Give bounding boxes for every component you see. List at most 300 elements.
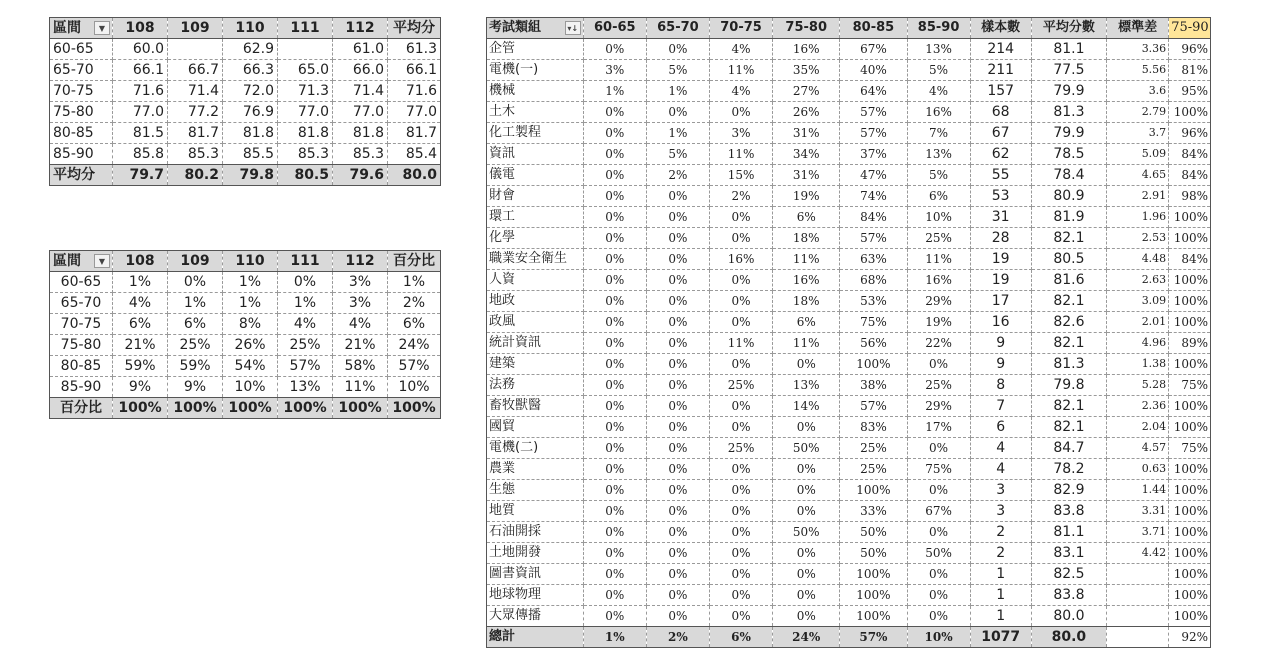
total-row xyxy=(487,627,1211,648)
cell-value: 3 xyxy=(970,501,1031,522)
cell-value: 1% xyxy=(223,272,278,293)
cell-value: 13% xyxy=(907,144,970,165)
cell-value: 11% xyxy=(709,144,772,165)
cell-value: 100% xyxy=(1169,354,1211,375)
cell-value: 0% xyxy=(646,543,709,564)
cell-value: 0% xyxy=(646,270,709,291)
cell-value: 95% xyxy=(1169,81,1211,102)
exam-group-name: 人資 xyxy=(487,270,584,291)
total-value: 79.7 xyxy=(113,165,168,186)
cell-value: 4.57 xyxy=(1107,438,1169,459)
table-row xyxy=(50,293,441,314)
cell-value: 100% xyxy=(840,564,907,585)
cell-value: 0% xyxy=(646,459,709,480)
cell-value: 0% xyxy=(907,522,970,543)
column-header-label: 109 xyxy=(180,20,210,36)
cell-value: 8% xyxy=(223,314,278,335)
cell-value: 0% xyxy=(646,585,709,606)
table-row xyxy=(487,228,1211,249)
cell-value: 3.36 xyxy=(1107,39,1169,60)
cell-value: 0% xyxy=(773,564,840,585)
cell-value: 7 xyxy=(970,396,1031,417)
cell-value: 2% xyxy=(709,186,772,207)
row-label: 75-80 xyxy=(50,335,113,356)
filter-header-cell[interactable] xyxy=(487,18,584,39)
table-row xyxy=(50,314,441,335)
cell-value: 10% xyxy=(907,207,970,228)
cell-value: 81.3 xyxy=(1031,354,1106,375)
cell-value: 82.1 xyxy=(1031,417,1106,438)
cell-value: 67% xyxy=(907,501,970,522)
sort-desc-filter-icon[interactable]: ▾↓ xyxy=(565,21,581,35)
row-label: 80-85 xyxy=(50,356,113,377)
cell-value: 211 xyxy=(970,60,1031,81)
cell-value: 1% xyxy=(278,293,333,314)
table-row xyxy=(487,564,1211,585)
cell-value: 81.6 xyxy=(1031,270,1106,291)
cell-value: 0% xyxy=(646,606,709,627)
cell-value: 92% xyxy=(1169,627,1211,648)
cell-value: 6% xyxy=(709,627,772,648)
cell-value: 6% xyxy=(773,207,840,228)
table-row xyxy=(50,356,441,377)
cell-value: 96% xyxy=(1169,39,1211,60)
column-header-label: 110 xyxy=(235,20,265,36)
cell-value: 100% xyxy=(1169,417,1211,438)
cell-value: 75% xyxy=(840,312,907,333)
cell-value: 83.1 xyxy=(1031,543,1106,564)
cell-value: 60.0 xyxy=(113,39,168,60)
cell-value: 1% xyxy=(646,123,709,144)
table-row xyxy=(50,335,441,356)
cell-value: 0% xyxy=(646,312,709,333)
cell-value: 55 xyxy=(970,165,1031,186)
cell-value: 0% xyxy=(709,459,772,480)
table-row xyxy=(50,377,441,398)
cell-value: 0% xyxy=(583,417,646,438)
column-header-label: 85-90 xyxy=(917,20,960,35)
exam-group-table xyxy=(486,17,1211,648)
cell-value: 3% xyxy=(333,272,388,293)
cell-value: 24% xyxy=(388,335,441,356)
exam-group-name: 儀電 xyxy=(487,165,584,186)
cell-value: 0% xyxy=(583,543,646,564)
row-label: 85-90 xyxy=(50,144,113,165)
table-row xyxy=(50,81,441,102)
cell-value: 1% xyxy=(646,81,709,102)
column-header-label: 平均分數 xyxy=(1042,20,1095,35)
column-header-label: 109 xyxy=(180,253,210,269)
column-header xyxy=(113,251,168,272)
cell-value: 10% xyxy=(388,377,441,398)
cell-value: 1 xyxy=(970,585,1031,606)
cell-value: 57% xyxy=(840,228,907,249)
cell-value: 66.0 xyxy=(333,60,388,81)
cell-value: 1077 xyxy=(970,627,1031,648)
table-row xyxy=(50,144,441,165)
cell-value: 21% xyxy=(113,335,168,356)
score-average-table xyxy=(49,17,441,186)
cell-value: 83.8 xyxy=(1031,501,1106,522)
cell-value: 0% xyxy=(709,501,772,522)
cell-value: 5% xyxy=(646,144,709,165)
total-value: 100% xyxy=(223,398,278,419)
cell-value: 2 xyxy=(970,543,1031,564)
header-row xyxy=(487,18,1211,39)
column-header xyxy=(709,18,772,39)
cell-value: 6% xyxy=(113,314,168,335)
total-value: 100% xyxy=(168,398,223,419)
cell-value: 25% xyxy=(709,375,772,396)
cell-value: 100% xyxy=(1169,312,1211,333)
total-value: 100% xyxy=(278,398,333,419)
cell-value: 4 xyxy=(970,438,1031,459)
cell-value: 50% xyxy=(840,522,907,543)
cell-value: 3% xyxy=(709,123,772,144)
column-header-label: 80-85 xyxy=(852,20,895,35)
cell-value: 0% xyxy=(583,564,646,585)
table-row xyxy=(487,81,1211,102)
cell-value: 71.6 xyxy=(388,81,441,102)
cell-value: 19 xyxy=(970,249,1031,270)
exam-group-name: 機械 xyxy=(487,81,584,102)
cell-value: 19 xyxy=(970,270,1031,291)
table-row xyxy=(50,60,441,81)
cell-value: 10% xyxy=(223,377,278,398)
cell-value: 0% xyxy=(646,501,709,522)
cell-value xyxy=(278,39,333,60)
cell-value: 0% xyxy=(646,564,709,585)
cell-value: 4.65 xyxy=(1107,165,1169,186)
column-header-label: 65-70 xyxy=(657,20,699,35)
column-header xyxy=(970,18,1031,39)
cell-value: 85.3 xyxy=(168,144,223,165)
cell-value: 75% xyxy=(1169,375,1211,396)
cell-value: 34% xyxy=(773,144,840,165)
exam-group-name: 生態 xyxy=(487,480,584,501)
table-row xyxy=(487,438,1211,459)
cell-value: 19% xyxy=(773,186,840,207)
cell-value: 74% xyxy=(840,186,907,207)
cell-value: 0% xyxy=(583,39,646,60)
total-value: 80.2 xyxy=(168,165,223,186)
cell-value: 0% xyxy=(583,333,646,354)
column-header xyxy=(773,18,840,39)
cell-value: 47% xyxy=(840,165,907,186)
cell-value: 57% xyxy=(840,123,907,144)
cell-value: 0% xyxy=(583,165,646,186)
cell-value: 77.0 xyxy=(333,102,388,123)
exam-group-name: 職業安全衛生 xyxy=(487,249,584,270)
table-row xyxy=(487,522,1211,543)
column-header-label: 112 xyxy=(345,20,375,36)
cell-value: 5.56 xyxy=(1107,60,1169,81)
column-header xyxy=(168,18,223,39)
total-value: 80.5 xyxy=(278,165,333,186)
cell-value: 83.8 xyxy=(1031,585,1106,606)
cell-value: 77.5 xyxy=(1031,60,1106,81)
cell-value: 2.36 xyxy=(1107,396,1169,417)
cell-value: 50% xyxy=(773,438,840,459)
total-value: 100% xyxy=(388,398,441,419)
cell-value: 68 xyxy=(970,102,1031,123)
cell-value: 67% xyxy=(840,39,907,60)
cell-value: 5.09 xyxy=(1107,144,1169,165)
cell-value: 84% xyxy=(840,207,907,228)
cell-value: 18% xyxy=(773,291,840,312)
cell-value: 81.8 xyxy=(223,123,278,144)
row-label: 70-75 xyxy=(50,314,113,335)
table-row xyxy=(487,459,1211,480)
cell-value: 4% xyxy=(278,314,333,335)
cell-value: 3.09 xyxy=(1107,291,1169,312)
cell-value: 0% xyxy=(709,396,772,417)
cell-value: 100% xyxy=(1169,207,1211,228)
cell-value: 26% xyxy=(223,335,278,356)
cell-value: 0% xyxy=(773,459,840,480)
row-label: 65-70 xyxy=(50,293,113,314)
cell-value: 96% xyxy=(1169,123,1211,144)
cell-value: 100% xyxy=(840,606,907,627)
cell-value: 81.7 xyxy=(168,123,223,144)
row-label: 65-70 xyxy=(50,60,113,81)
column-header-label: 百分比 xyxy=(393,253,435,269)
cell-value: 1.96 xyxy=(1107,207,1169,228)
cell-value: 0% xyxy=(773,417,840,438)
cell-value xyxy=(1107,627,1169,648)
exam-group-name: 地球物理 xyxy=(487,585,584,606)
cell-value: 59% xyxy=(168,356,223,377)
cell-value: 100% xyxy=(1169,606,1211,627)
column-header xyxy=(113,18,168,39)
table-row xyxy=(487,375,1211,396)
cell-value: 0% xyxy=(646,354,709,375)
cell-value: 0% xyxy=(773,354,840,375)
column-header-label: 標準差 xyxy=(1118,20,1158,35)
cell-value: 16% xyxy=(907,102,970,123)
cell-value: 10% xyxy=(907,627,970,648)
cell-value: 4% xyxy=(333,314,388,335)
column-header-label: 75-90 xyxy=(1171,20,1209,35)
total-value: 79.6 xyxy=(333,165,388,186)
cell-value: 29% xyxy=(907,291,970,312)
cell-value: 4% xyxy=(709,81,772,102)
cell-value: 100% xyxy=(840,354,907,375)
cell-value: 0% xyxy=(583,522,646,543)
cell-value: 21% xyxy=(333,335,388,356)
cell-value: 25% xyxy=(840,438,907,459)
cell-value: 0% xyxy=(583,291,646,312)
total-value: 79.8 xyxy=(223,165,278,186)
cell-value: 77.0 xyxy=(278,102,333,123)
cell-value: 81.5 xyxy=(113,123,168,144)
cell-value: 0% xyxy=(583,480,646,501)
cell-value: 3.7 xyxy=(1107,123,1169,144)
exam-group-name: 地質 xyxy=(487,501,584,522)
cell-value: 100% xyxy=(1169,522,1211,543)
cell-value: 75% xyxy=(907,459,970,480)
cell-value: 100% xyxy=(1169,228,1211,249)
cell-value: 0% xyxy=(709,585,772,606)
cell-value: 0% xyxy=(709,291,772,312)
cell-value: 57% xyxy=(388,356,441,377)
filter-header-cell[interactable] xyxy=(50,18,113,39)
exam-group-name: 統計資訊 xyxy=(487,333,584,354)
table-row xyxy=(487,501,1211,522)
cell-value: 4% xyxy=(709,39,772,60)
exam-group-name: 資訊 xyxy=(487,144,584,165)
cell-value: 3% xyxy=(333,293,388,314)
cell-value: 81.8 xyxy=(333,123,388,144)
cell-value: 25% xyxy=(709,438,772,459)
cell-value: 3.6 xyxy=(1107,81,1169,102)
cell-value: 6% xyxy=(773,312,840,333)
cell-value: 13% xyxy=(773,375,840,396)
cell-value: 82.9 xyxy=(1031,480,1106,501)
table-row xyxy=(487,123,1211,144)
exam-group-name: 環工 xyxy=(487,207,584,228)
cell-value: 0% xyxy=(709,606,772,627)
table-row xyxy=(487,102,1211,123)
total-value: 80.0 xyxy=(388,165,441,186)
cell-value: 0% xyxy=(583,606,646,627)
cell-value: 2.53 xyxy=(1107,228,1169,249)
cell-value: 98% xyxy=(1169,186,1211,207)
exam-group-name: 政風 xyxy=(487,312,584,333)
table-row xyxy=(487,270,1211,291)
cell-value: 0% xyxy=(709,564,772,585)
cell-value: 26% xyxy=(773,102,840,123)
cell-value: 0% xyxy=(583,102,646,123)
cell-value: 66.3 xyxy=(223,60,278,81)
cell-value: 78.2 xyxy=(1031,459,1106,480)
filter-header-cell[interactable] xyxy=(50,251,113,272)
cell-value: 62.9 xyxy=(223,39,278,60)
cell-value: 16% xyxy=(709,249,772,270)
exam-group-name: 畜牧獸醫 xyxy=(487,396,584,417)
cell-value: 4 xyxy=(970,459,1031,480)
column-header xyxy=(388,251,441,272)
cell-value: 81% xyxy=(1169,60,1211,81)
total-row xyxy=(50,165,441,186)
cell-value: 0% xyxy=(709,270,772,291)
cell-value: 9% xyxy=(168,377,223,398)
cell-value: 1 xyxy=(970,564,1031,585)
filter-dropdown-icon[interactable]: ▼ xyxy=(94,21,110,35)
column-header-label: 區間 xyxy=(53,253,81,269)
cell-value: 13% xyxy=(278,377,333,398)
table-row xyxy=(487,207,1211,228)
score-percent-table xyxy=(49,250,441,419)
exam-group-name: 國貿 xyxy=(487,417,584,438)
cell-value: 85.3 xyxy=(333,144,388,165)
cell-value: 1% xyxy=(113,272,168,293)
cell-value: 61.0 xyxy=(333,39,388,60)
cell-value: 5% xyxy=(646,60,709,81)
cell-value: 67 xyxy=(970,123,1031,144)
column-header-label: 60-65 xyxy=(594,20,636,35)
cell-value: 40% xyxy=(840,60,907,81)
cell-value: 50% xyxy=(773,522,840,543)
cell-value xyxy=(168,39,223,60)
cell-value: 71.3 xyxy=(278,81,333,102)
cell-value: 0% xyxy=(773,501,840,522)
filter-dropdown-icon[interactable]: ▼ xyxy=(94,254,110,268)
cell-value: 4.48 xyxy=(1107,249,1169,270)
cell-value: 84.7 xyxy=(1031,438,1106,459)
cell-value: 80.5 xyxy=(1031,249,1106,270)
cell-value: 14% xyxy=(773,396,840,417)
column-header-label: 108 xyxy=(125,253,155,269)
exam-group-name: 電機(二) xyxy=(487,438,584,459)
table-row xyxy=(487,291,1211,312)
cell-value: 0% xyxy=(709,354,772,375)
cell-value: 57% xyxy=(840,102,907,123)
cell-value: 0% xyxy=(646,480,709,501)
cell-value: 54% xyxy=(223,356,278,377)
cell-value: 78.5 xyxy=(1031,144,1106,165)
cell-value: 3 xyxy=(970,480,1031,501)
cell-value: 11% xyxy=(333,377,388,398)
cell-value: 9 xyxy=(970,333,1031,354)
cell-value: 80.0 xyxy=(1031,606,1106,627)
cell-value: 0% xyxy=(709,312,772,333)
cell-value: 0% xyxy=(709,480,772,501)
cell-value: 17 xyxy=(970,291,1031,312)
cell-value: 37% xyxy=(840,144,907,165)
table-row xyxy=(50,272,441,293)
cell-value: 0% xyxy=(709,228,772,249)
cell-value: 82.6 xyxy=(1031,312,1106,333)
cell-value: 71.4 xyxy=(333,81,388,102)
cell-value: 157 xyxy=(970,81,1031,102)
cell-value: 0% xyxy=(646,186,709,207)
cell-value: 7% xyxy=(907,123,970,144)
column-header-label: 108 xyxy=(125,20,155,36)
cell-value: 76.9 xyxy=(223,102,278,123)
cell-value: 6% xyxy=(168,314,223,335)
cell-value: 100% xyxy=(1169,291,1211,312)
column-header-label: 70-75 xyxy=(720,20,762,35)
exam-group-name: 建築 xyxy=(487,354,584,375)
cell-value: 0% xyxy=(907,354,970,375)
column-header xyxy=(646,18,709,39)
cell-value: 82.5 xyxy=(1031,564,1106,585)
cell-value: 31% xyxy=(773,123,840,144)
table-row xyxy=(50,39,441,60)
cell-value: 0% xyxy=(907,585,970,606)
column-header xyxy=(388,18,441,39)
row-label: 75-80 xyxy=(50,102,113,123)
table-row xyxy=(487,249,1211,270)
column-header xyxy=(168,251,223,272)
cell-value: 4% xyxy=(113,293,168,314)
cell-value: 16% xyxy=(773,270,840,291)
header-row xyxy=(50,251,441,272)
cell-value: 100% xyxy=(1169,396,1211,417)
cell-value: 0% xyxy=(709,102,772,123)
table-row xyxy=(487,312,1211,333)
cell-value: 38% xyxy=(840,375,907,396)
cell-value: 214 xyxy=(970,39,1031,60)
column-header xyxy=(278,18,333,39)
cell-value: 57% xyxy=(278,356,333,377)
column-header xyxy=(1169,18,1211,39)
cell-value: 4.96 xyxy=(1107,333,1169,354)
cell-value: 11% xyxy=(709,60,772,81)
cell-value: 8 xyxy=(970,375,1031,396)
header-row xyxy=(50,18,441,39)
